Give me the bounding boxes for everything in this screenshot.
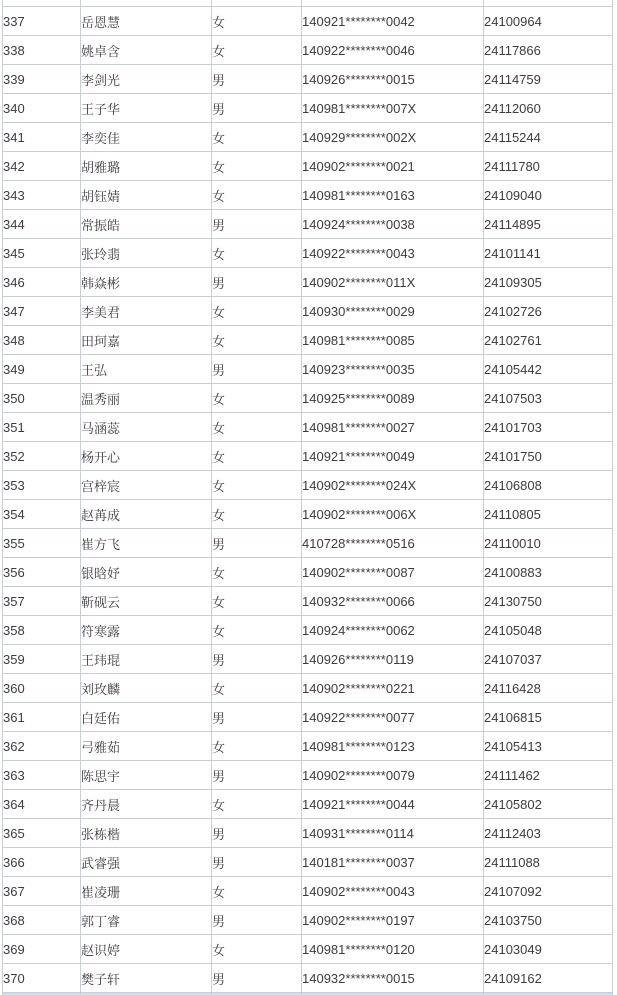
id-number-cell: 140922********0043 <box>302 239 484 268</box>
gender-cell: 女 <box>212 616 302 645</box>
code-cell: 24109305 <box>484 268 613 297</box>
code-cell: 24109040 <box>484 181 613 210</box>
table-row <box>3 123 613 152</box>
id-number-cell: 140923********0035 <box>302 355 484 384</box>
id-number-cell: 410728********0516 <box>302 529 484 558</box>
row-number-cell: 353 <box>3 471 81 500</box>
table-row <box>3 94 613 123</box>
row-number-cell: 352 <box>3 442 81 471</box>
code-cell: 24112060 <box>484 94 613 123</box>
table-row <box>3 703 613 732</box>
code-cell: 24107037 <box>484 645 613 674</box>
code-cell: 24114759 <box>484 65 613 94</box>
table-row <box>3 616 613 645</box>
row-number-cell: 341 <box>3 123 81 152</box>
code-cell: 24101703 <box>484 413 613 442</box>
id-number-cell: 140921********0042 <box>302 7 484 36</box>
id-number-cell: 140926********0015 <box>302 65 484 94</box>
name-cell: 岳恩慧 <box>81 7 212 36</box>
id-number-cell: 140924********0062 <box>302 616 484 645</box>
row-number-cell: 357 <box>3 587 81 616</box>
id-number-cell: 140902********0021 <box>302 152 484 181</box>
name-cell: 符寒露 <box>81 616 212 645</box>
code-cell: 24109162 <box>484 964 613 993</box>
name-cell: 弓雅茹 <box>81 732 212 761</box>
code-cell: 24112403 <box>484 819 613 848</box>
code-cell: 24100883 <box>484 558 613 587</box>
code-cell: 24130750 <box>484 587 613 616</box>
gender-cell: 男 <box>212 906 302 935</box>
id-number-cell: 140924********0038 <box>302 210 484 239</box>
name-cell: 胡钰婧 <box>81 181 212 210</box>
row-number-cell: 339 <box>3 65 81 94</box>
name-cell: 武睿强 <box>81 848 212 877</box>
row-number-cell: 365 <box>3 819 81 848</box>
table-row <box>3 877 613 906</box>
code-cell: 24111088 <box>484 848 613 877</box>
code-cell: 24100964 <box>484 7 613 36</box>
row-number-cell: 356 <box>3 558 81 587</box>
id-number-cell: 140932********0015 <box>302 964 484 993</box>
table-row <box>3 181 613 210</box>
table-row <box>3 471 613 500</box>
gender-cell: 女 <box>212 558 302 587</box>
gender-cell: 女 <box>212 297 302 326</box>
id-number-cell: 140926********0119 <box>302 645 484 674</box>
row-number-cell: 337 <box>3 7 81 36</box>
row-number-cell: 346 <box>3 268 81 297</box>
code-cell: 24114895 <box>484 210 613 239</box>
id-number-cell: 140921********0044 <box>302 790 484 819</box>
name-cell: 郭丁睿 <box>81 906 212 935</box>
name-cell: 陈思宇 <box>81 761 212 790</box>
gender-cell: 女 <box>212 877 302 906</box>
id-number-cell: 140902********024X <box>302 471 484 500</box>
table-body <box>3 0 613 995</box>
table-row <box>3 500 613 529</box>
table-row <box>3 790 613 819</box>
table-row <box>3 964 613 993</box>
gender-cell: 女 <box>212 935 302 964</box>
table-row <box>3 645 613 674</box>
gender-cell: 女 <box>212 7 302 36</box>
gender-cell: 男 <box>212 65 302 94</box>
id-number-cell: 140902********011X <box>302 268 484 297</box>
name-cell: 赵识婷 <box>81 935 212 964</box>
code-cell: 24106808 <box>484 471 613 500</box>
id-number-cell: 140181********0037 <box>302 848 484 877</box>
name-cell: 樊子轩 <box>81 964 212 993</box>
gender-cell: 女 <box>212 326 302 355</box>
gender-cell: 男 <box>212 268 302 297</box>
row-number-cell: 366 <box>3 848 81 877</box>
code-cell: 24107092 <box>484 877 613 906</box>
id-number-cell: 140981********007X <box>302 94 484 123</box>
gender-cell: 男 <box>212 94 302 123</box>
row-number-cell: 359 <box>3 645 81 674</box>
id-number-cell: 140981********0085 <box>302 326 484 355</box>
gender-cell: 男 <box>212 819 302 848</box>
table-row <box>3 848 613 877</box>
table-row <box>3 935 613 964</box>
id-number-cell: 140902********0221 <box>302 674 484 703</box>
name-cell: 李美君 <box>81 297 212 326</box>
row-number-cell: 360 <box>3 674 81 703</box>
name-cell: 张玲翡 <box>81 239 212 268</box>
name-cell: 齐丹晨 <box>81 790 212 819</box>
gender-cell: 女 <box>212 587 302 616</box>
name-cell: 田珂嘉 <box>81 326 212 355</box>
name-cell: 杨开心 <box>81 442 212 471</box>
code-cell: 24117866 <box>484 36 613 65</box>
id-number-cell: 140922********0046 <box>302 36 484 65</box>
row-number-cell: 348 <box>3 326 81 355</box>
row-number-cell: 355 <box>3 529 81 558</box>
gender-cell: 女 <box>212 36 302 65</box>
code-cell: 24105442 <box>484 355 613 384</box>
code-cell: 24110805 <box>484 500 613 529</box>
code-cell: 24110010 <box>484 529 613 558</box>
id-number-cell: 140981********0163 <box>302 181 484 210</box>
code-cell: 24105048 <box>484 616 613 645</box>
code-cell: 24101750 <box>484 442 613 471</box>
gender-cell: 男 <box>212 355 302 384</box>
gender-cell: 女 <box>212 384 302 413</box>
row-number-cell: 354 <box>3 500 81 529</box>
table-row <box>3 210 613 239</box>
gender-cell: 男 <box>212 703 302 732</box>
table-row <box>3 587 613 616</box>
gender-cell: 男 <box>212 210 302 239</box>
name-cell: 李奕佳 <box>81 123 212 152</box>
row-number-cell: 368 <box>3 906 81 935</box>
row-number-cell: 363 <box>3 761 81 790</box>
row-number-cell: 347 <box>3 297 81 326</box>
name-cell: 张栋楷 <box>81 819 212 848</box>
table-row <box>3 384 613 413</box>
gender-cell: 女 <box>212 123 302 152</box>
gender-cell: 女 <box>212 239 302 268</box>
code-cell: 24111462 <box>484 761 613 790</box>
table-row <box>3 326 613 355</box>
code-cell: 24111780 <box>484 152 613 181</box>
table-row <box>3 65 613 94</box>
code-cell: 24106815 <box>484 703 613 732</box>
id-number-cell: 140902********0043 <box>302 877 484 906</box>
table-row <box>3 268 613 297</box>
row-number-cell: 349 <box>3 355 81 384</box>
row-number-cell: 350 <box>3 384 81 413</box>
table-row <box>3 413 613 442</box>
gender-cell: 男 <box>212 848 302 877</box>
gender-cell: 女 <box>212 471 302 500</box>
name-cell: 姚卓含 <box>81 36 212 65</box>
code-cell: 24107503 <box>484 384 613 413</box>
gender-cell: 女 <box>212 674 302 703</box>
id-number-cell: 140922********0077 <box>302 703 484 732</box>
id-number-cell: 140921********0049 <box>302 442 484 471</box>
gender-cell: 男 <box>212 529 302 558</box>
gender-cell: 女 <box>212 500 302 529</box>
row-number-cell: 342 <box>3 152 81 181</box>
name-cell: 银晗妤 <box>81 558 212 587</box>
row-number-cell: 362 <box>3 732 81 761</box>
row-number-cell: 370 <box>3 964 81 993</box>
row-number-cell: 344 <box>3 210 81 239</box>
table-row <box>3 558 613 587</box>
gender-cell: 女 <box>212 732 302 761</box>
name-cell: 常振皓 <box>81 210 212 239</box>
name-cell: 靳砚云 <box>81 587 212 616</box>
gender-cell: 女 <box>212 413 302 442</box>
row-number-cell: 343 <box>3 181 81 210</box>
name-cell: 王子华 <box>81 94 212 123</box>
id-number-cell: 140929********002X <box>302 123 484 152</box>
gender-cell: 女 <box>212 181 302 210</box>
row-number-cell: 345 <box>3 239 81 268</box>
id-number-cell: 140981********0027 <box>302 413 484 442</box>
table-row <box>3 355 613 384</box>
table-row <box>3 906 613 935</box>
table-row <box>3 152 613 181</box>
table-row <box>3 297 613 326</box>
gender-cell: 男 <box>212 761 302 790</box>
code-cell: 24102726 <box>484 297 613 326</box>
gender-cell: 女 <box>212 152 302 181</box>
id-number-cell: 140902********0087 <box>302 558 484 587</box>
name-cell: 王弘 <box>81 355 212 384</box>
name-cell: 胡雅璐 <box>81 152 212 181</box>
id-number-cell: 140981********0123 <box>302 732 484 761</box>
name-cell: 刘玫麟 <box>81 674 212 703</box>
table-row <box>3 674 613 703</box>
code-cell: 24116428 <box>484 674 613 703</box>
table-row <box>3 239 613 268</box>
gender-cell: 男 <box>212 964 302 993</box>
table-row <box>3 732 613 761</box>
code-cell: 24103750 <box>484 906 613 935</box>
gender-cell: 女 <box>212 790 302 819</box>
id-number-cell: 140902********0197 <box>302 906 484 935</box>
name-cell: 赵苒成 <box>81 500 212 529</box>
name-cell: 李剑光 <box>81 65 212 94</box>
id-number-cell: 140931********0114 <box>302 819 484 848</box>
id-number-cell: 140932********0066 <box>302 587 484 616</box>
code-cell: 24101141 <box>484 239 613 268</box>
code-cell: 24105802 <box>484 790 613 819</box>
table-row <box>3 761 613 790</box>
row-number-cell: 369 <box>3 935 81 964</box>
name-cell: 马涵蕊 <box>81 413 212 442</box>
table-row <box>3 529 613 558</box>
row-number-cell: 358 <box>3 616 81 645</box>
name-cell: 韩焱彬 <box>81 268 212 297</box>
id-number-cell: 140902********0079 <box>302 761 484 790</box>
id-number-cell: 140925********0089 <box>302 384 484 413</box>
row-number-cell: 340 <box>3 94 81 123</box>
name-cell: 王玮琨 <box>81 645 212 674</box>
name-cell: 宫梓宸 <box>81 471 212 500</box>
name-cell: 白廷佑 <box>81 703 212 732</box>
code-cell: 24102761 <box>484 326 613 355</box>
id-number-cell: 140902********006X <box>302 500 484 529</box>
code-cell: 24103049 <box>484 935 613 964</box>
code-cell: 24105413 <box>484 732 613 761</box>
row-number-cell: 367 <box>3 877 81 906</box>
name-cell: 崔凌珊 <box>81 877 212 906</box>
row-number-cell: 338 <box>3 36 81 65</box>
gender-cell: 男 <box>212 645 302 674</box>
table-row <box>3 36 613 65</box>
row-number-cell: 361 <box>3 703 81 732</box>
name-cell: 崔方飞 <box>81 529 212 558</box>
table-row <box>3 442 613 471</box>
id-number-cell: 140981********0120 <box>302 935 484 964</box>
name-cell: 温秀丽 <box>81 384 212 413</box>
row-number-cell: 351 <box>3 413 81 442</box>
row-number-cell: 364 <box>3 790 81 819</box>
table-row <box>3 819 613 848</box>
gender-cell: 女 <box>212 442 302 471</box>
table-row <box>3 7 613 36</box>
code-cell: 24115244 <box>484 123 613 152</box>
roster-table <box>2 0 613 995</box>
id-number-cell: 140930********0029 <box>302 297 484 326</box>
